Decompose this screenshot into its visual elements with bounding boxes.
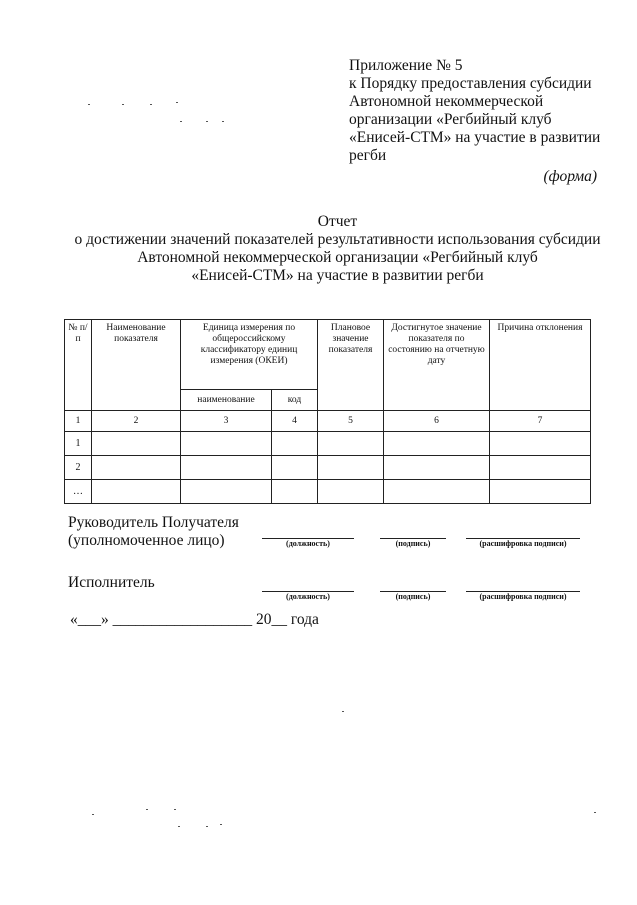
table-cell	[490, 456, 591, 480]
table-cell	[272, 432, 318, 456]
executor-signature-block	[68, 574, 628, 601]
scan-speck	[174, 809, 176, 810]
head-signature-field[interactable]: (подпись)	[380, 538, 446, 549]
scan-speck	[342, 711, 344, 712]
table-row	[65, 480, 591, 504]
title-line: «Енисей-СТМ» на участие в развитии регби	[191, 267, 484, 284]
scan-speck	[122, 104, 124, 105]
column-number: 1	[65, 411, 92, 432]
header-unit-name: наименование	[181, 390, 272, 411]
head-position-field[interactable]: (должность)	[262, 538, 354, 549]
head-label-line: Руководитель Получателя	[68, 514, 239, 531]
report-table	[64, 319, 591, 504]
scan-speck	[178, 826, 180, 827]
table-cell	[272, 480, 318, 504]
scan-speck	[206, 121, 208, 122]
executor-signature-field[interactable]: (подпись)	[380, 591, 446, 602]
head-decoding-field[interactable]: (расшифровка подписи)	[466, 538, 580, 549]
table-cell	[272, 456, 318, 480]
header-unit-code: код	[272, 390, 318, 411]
header-reason: Причина отклонения	[490, 320, 591, 411]
header-achieved: Достигнутое значение показателя по состоянию на отчетную дату	[384, 320, 490, 411]
title-line: Автономной некоммерческой организации «Регбийный клуб	[137, 249, 538, 266]
column-number: 3	[181, 411, 272, 432]
title-line: о достижении значений показателей результативности использования субсидии	[74, 231, 601, 248]
header-planned: Плановое значение показателя	[318, 320, 384, 411]
table-header-row	[65, 320, 591, 390]
table-cell	[181, 456, 272, 480]
header-unit: Единица измерения по общероссийскому классификатору единиц измерения (ОКЕИ)	[181, 320, 318, 390]
table-cell: 1	[65, 432, 92, 456]
date-line[interactable]: «___» __________________ 20__ года	[70, 611, 319, 628]
column-number: 6	[384, 411, 490, 432]
title-line: Отчет	[317, 213, 358, 230]
header-num: № п/п	[65, 320, 92, 411]
table-cell	[92, 480, 181, 504]
appendix-line: Автономной некоммерческой	[349, 93, 544, 110]
table-cell	[181, 432, 272, 456]
appendix-line: организации «Регбийный клуб	[349, 111, 552, 128]
table-row	[65, 456, 591, 480]
column-number: 2	[92, 411, 181, 432]
table-cell	[181, 480, 272, 504]
column-number: 4	[272, 411, 318, 432]
scan-speck	[206, 826, 208, 827]
head-label-line: (уполномоченное лицо)	[68, 532, 225, 549]
table-cell	[384, 480, 490, 504]
report-title	[40, 213, 635, 285]
table-cell	[384, 432, 490, 456]
executor-position-field[interactable]: (должность)	[262, 591, 354, 602]
appendix-header	[349, 57, 611, 186]
header-indicator-name: Наименование показателя	[92, 320, 181, 411]
executor-decoding-field[interactable]: (расшифровка подписи)	[466, 591, 580, 602]
head-signature-block	[68, 514, 628, 550]
executor-label	[68, 574, 628, 592]
column-number: 7	[490, 411, 591, 432]
scan-speck	[180, 121, 182, 122]
table-cell	[92, 456, 181, 480]
column-number: 5	[318, 411, 384, 432]
table-cell: …	[65, 480, 92, 504]
scan-speck	[176, 102, 178, 103]
appendix-line: к Порядку предоставления субсидии	[349, 75, 592, 92]
form-label: (форма)	[543, 168, 597, 185]
table-cell	[318, 432, 384, 456]
table-cell	[384, 456, 490, 480]
appendix-line: «Енисей-СТМ» на участие в развитии	[349, 129, 601, 146]
scan-speck	[594, 812, 596, 813]
scan-speck	[88, 104, 90, 105]
scan-speck	[146, 809, 148, 810]
scan-speck	[92, 814, 94, 815]
table-row	[65, 432, 591, 456]
appendix-line: регби	[349, 147, 387, 164]
table-cell	[490, 480, 591, 504]
table-cell	[318, 456, 384, 480]
appendix-line: Приложение № 5	[349, 57, 463, 74]
table-cell	[318, 480, 384, 504]
scan-speck	[220, 824, 222, 825]
executor-label-line: Исполнитель	[68, 574, 155, 591]
table-cell: 2	[65, 456, 92, 480]
scan-speck	[222, 121, 224, 122]
column-numbers-row	[65, 411, 591, 432]
table-cell	[92, 432, 181, 456]
table-cell	[490, 432, 591, 456]
scan-speck	[150, 104, 152, 105]
